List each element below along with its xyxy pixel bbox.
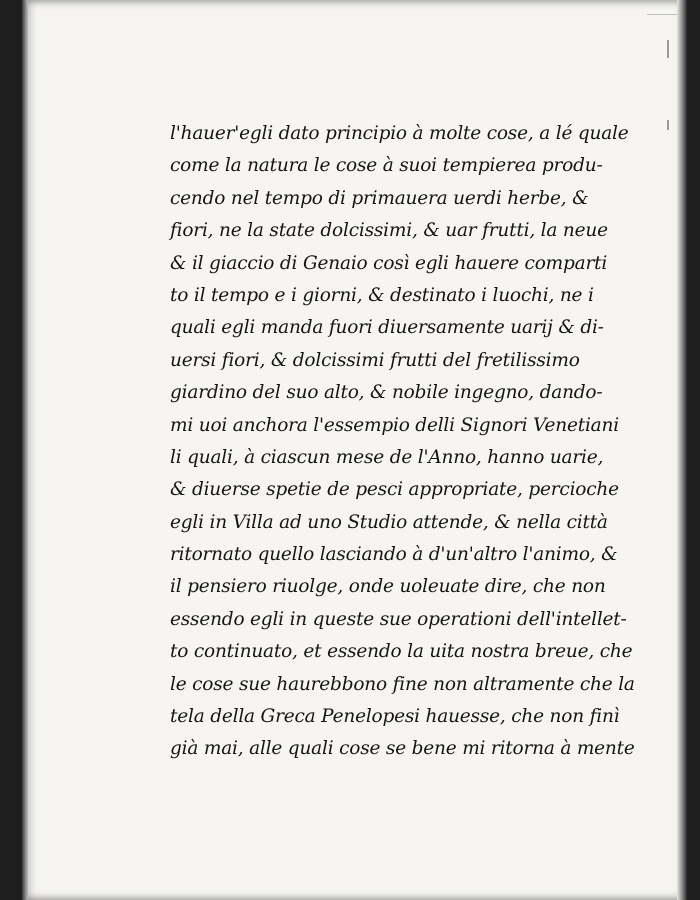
edge-mark	[667, 40, 669, 58]
text-line: l'hauer'egli dato principio à molte cose, a lé quale	[170, 123, 629, 144]
text-line: to continuato, et essendo la uita nostra breue, che	[170, 641, 633, 663]
text-line: tela della Greca Penelopesi hauesse, che non finì	[170, 706, 620, 728]
text-line: li quali, à ciascun mese de l'Anno, hanno uarie,	[170, 446, 604, 468]
book-page	[22, 0, 687, 900]
text-line: mi uoi anchora l'essempio delli Signori Venetiani	[170, 414, 619, 436]
text-line: & diuerse spetie de pesci appropriate, percioche	[170, 479, 619, 501]
text-line: le cose sue haurebbono fine non altramente che la	[170, 673, 635, 695]
text-line: ritornato quello lasciando à d'un'altro l'animo, &	[170, 544, 618, 566]
text-line: egli in Villa ad uno Studio attende, & nella città	[170, 511, 608, 533]
text-line: cendo nel tempo di primauera uerdi herbe, &	[170, 187, 589, 209]
page-corner	[647, 0, 677, 15]
text-line: & il giaccio di Genaio così egli hauere comparti	[170, 252, 608, 274]
text-line: come la natura le cose à suoi tempierea produ-	[170, 155, 603, 177]
body-text	[170, 118, 635, 766]
text-line: uersi fiori, & dolcissimi frutti del fretilissimo	[170, 349, 580, 371]
text-line: fiori, ne la state dolcissimi, & uar frutti, la neue	[170, 220, 608, 242]
edge-mark	[667, 120, 669, 130]
text-line: essendo egli in queste sue operationi dell'intellet-	[170, 608, 627, 630]
text-line: giardino del suo alto, & nobile ingegno, dando-	[170, 382, 603, 404]
text-line: to il tempo e i giorni, & destinato i luochi, ne i	[170, 284, 594, 306]
page-gutter-shadow	[22, 0, 28, 900]
text-line: quali egli manda fuori diuersamente uarij & di-	[170, 317, 604, 339]
page-fore-edge	[677, 0, 687, 900]
text-line: il pensiero riuolge, onde uoleuate dire, che non	[170, 576, 606, 598]
text-line: già mai, alle quali cose se bene mi ritorna à mente	[170, 738, 635, 760]
